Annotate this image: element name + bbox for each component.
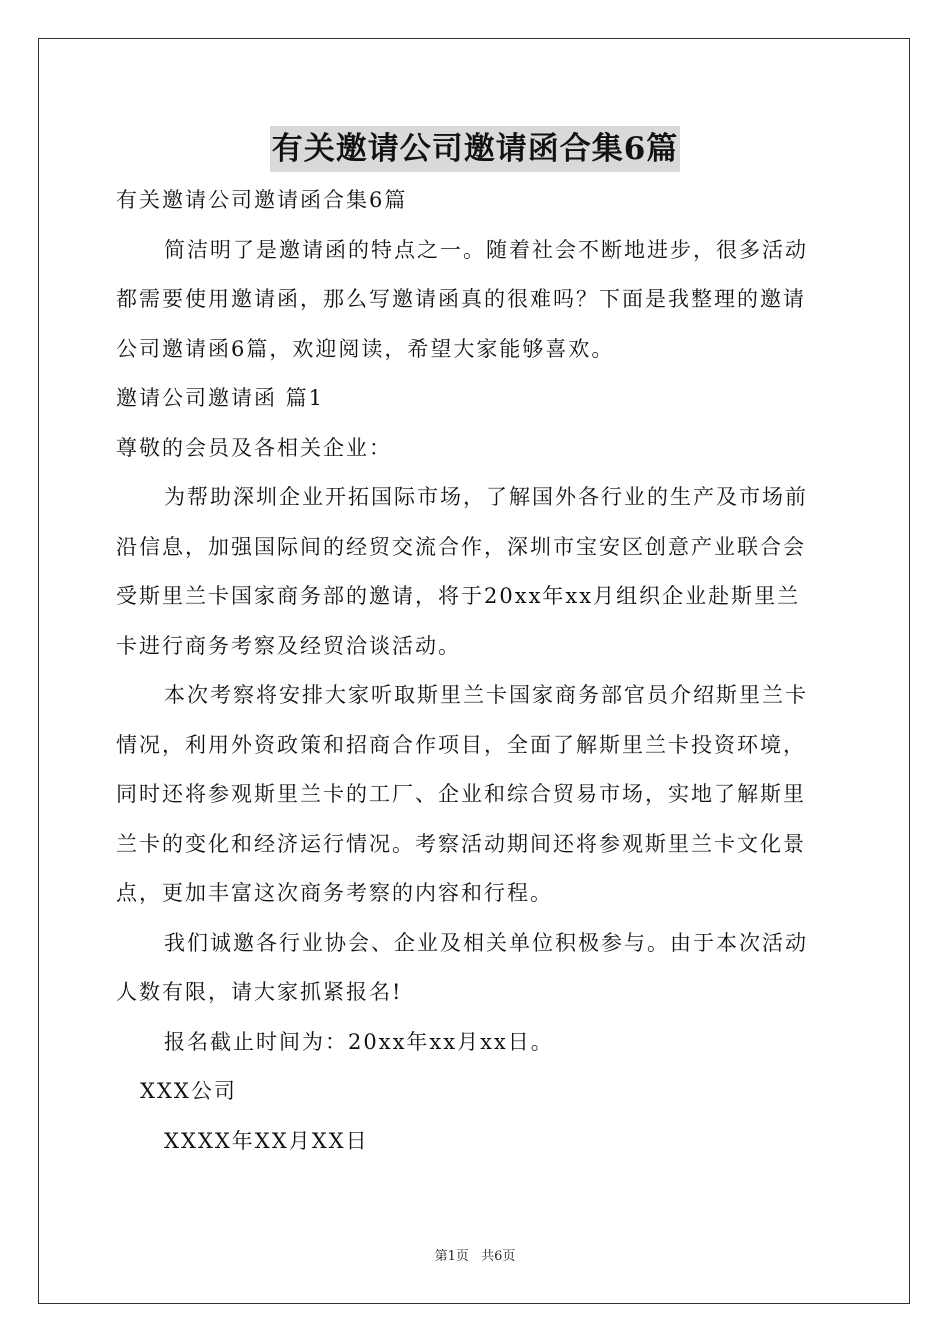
- para3-line: 我们诚邀各行业协会、企业及相关单位积极参与。由于本次活动: [164, 930, 808, 955]
- para1-line: 卡进行商务考察及经贸洽谈活动。: [116, 633, 461, 658]
- page-number: 第1页: [434, 1249, 469, 1264]
- para2-line: 本次考察将安排大家听取斯里兰卡国家商务部官员介绍斯里兰卡: [164, 683, 808, 707]
- para2-line: 点，更加丰富这次商务考察的内容和行程。: [116, 881, 553, 905]
- section-heading: 邀请公司邀请函 篇1: [116, 386, 325, 410]
- intro-line: 都需要使用邀请函，那么写邀请函真的很难吗？下面是我整理的邀请: [116, 287, 806, 311]
- page-footer: [0, 1245, 950, 1264]
- signature-date: XXXX年XX月XX日: [164, 1128, 369, 1153]
- intro-line: 公司邀请函6篇，欢迎阅读，希望大家能够喜欢。: [116, 336, 615, 361]
- para1-line: 沿信息，加强国际间的经贸交流合作，深圳市宝安区创意产业联合会: [116, 534, 806, 559]
- para3-line: 人数有限，请大家抓紧报名!: [116, 980, 403, 1004]
- deadline: 报名截止时间为：20xx年xx月xx日。: [164, 1029, 554, 1054]
- subtitle: 有关邀请公司邀请函合集6篇: [116, 188, 408, 212]
- document-body: [116, 176, 836, 1166]
- para1-line: 受斯里兰卡国家商务部的邀请，将于20xx年xx月组织企业赴斯里兰: [116, 584, 801, 608]
- document-title: 有关邀请公司邀请函合集6篇: [270, 126, 681, 172]
- para2-line: 情况，利用外资政策和招商合作项目，全面了解斯里兰卡投资环境，: [116, 732, 806, 757]
- salutation: 尊敬的会员及各相关企业：: [116, 435, 392, 460]
- intro-line: 简洁明了是邀请函的特点之一。随着社会不断地进步，很多活动: [164, 237, 808, 262]
- page-total: 共6页: [481, 1249, 516, 1264]
- signature-company: XXX公司: [140, 1079, 237, 1103]
- title-wrap: [0, 126, 950, 172]
- para2-line: 兰卡的变化和经济运行情况。考察活动期间还将参观斯里兰卡文化景: [116, 831, 806, 856]
- para2-line: 同时还将参观斯里兰卡的工厂、企业和综合贸易市场，实地了解斯里: [116, 782, 806, 806]
- para1-line: 为帮助深圳企业开拓国际市场，了解国外各行业的生产及市场前: [164, 485, 808, 509]
